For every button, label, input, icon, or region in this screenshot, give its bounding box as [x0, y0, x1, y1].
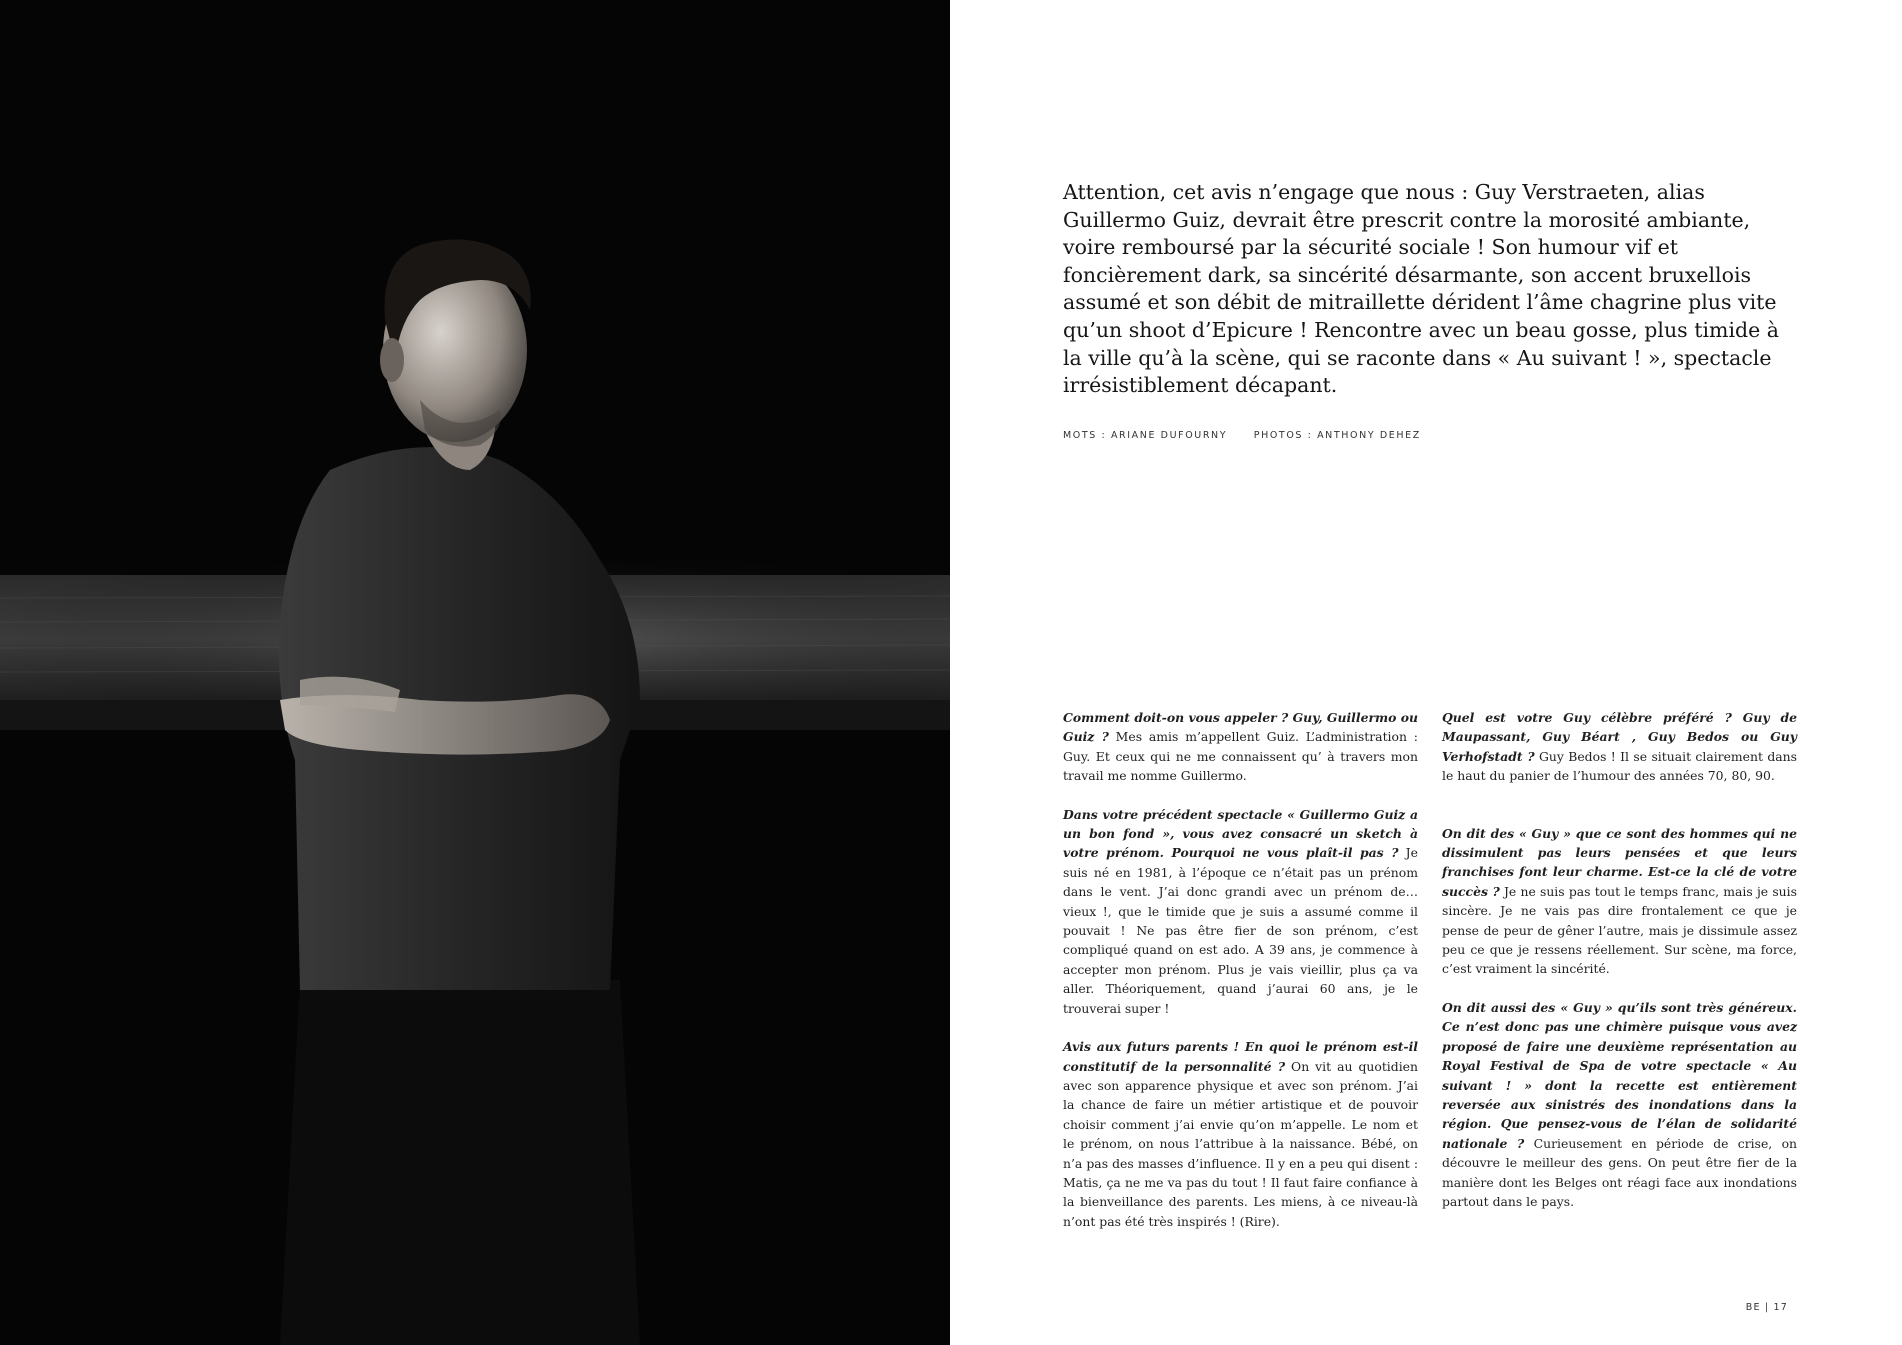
- qa-block: [1442, 998, 1797, 1211]
- answer: Je ne suis pas tout le temps franc, mais je suis sincère. Je ne vais pas dire frontalement ce que je pense de peur de gêner l’autre, mais je dissimule assez peu ce que je ressens réellement. Sur scène, ma force, c’est vraiment la sincérité.: [1442, 883, 1797, 977]
- question: On dit aussi des « Guy » qu’ils sont très généreux. Ce n’est donc pas une chimère puisque vous avez proposé de faire une deuxième représentation au Royal Festival de Spa de votre spectacle « Au suivant ! » dont la recette est entièrement reversée aux sinistrés des inondations dans la région. Que pensez-vous de l’élan de solidarité nationale ?: [1442, 999, 1797, 1151]
- answer: Curieusement en période de crise, on découvre le meilleur des gens. On peut être fier de la manière dont les Belges ont réagi face aux inondations partout dans le pays.: [1442, 1135, 1798, 1209]
- answer: Guy Bedos ! Il se situait clairement dans le haut du panier de l’humour des années 70, 80, 90.: [1442, 748, 1798, 784]
- interview-column-right: [1442, 708, 1797, 1211]
- qa-block: [1063, 1037, 1418, 1231]
- portrait-illustration: [0, 0, 950, 1345]
- interview-column-left: [1063, 708, 1418, 1231]
- answer: Mes amis m’appellent Guiz. L’administration : Guy. Et ceux qui ne me connaissent qu’ à travers mon travail me nomme Guillermo.: [1063, 729, 1418, 784]
- article-intro: Attention, cet avis n’engage que nous : Guy Verstraeten, alias Guillermo Guiz, devrait être prescrit contre la morosité ambiante, voire remboursé par la sécurité sociale ! Son humour vif et foncièrement dark, sa sincérité désarmante, son accent bruxellois assumé et son débit de mitraillette dérident l’âme chagrine plus vite qu’un shoot d’Epicure ! Rencontre avec un beau gosse, plus timide à la ville qu’à la scène, qui se raconte dans « Au suivant ! », spectacle irrésistiblement décapant.: [1063, 180, 1779, 398]
- qa-block: [1442, 824, 1797, 979]
- portrait-photo: [0, 0, 950, 1345]
- article-page: [950, 0, 1902, 1345]
- qa-block: [1063, 805, 1418, 1018]
- question: Dans votre précédent spectacle « Guillermo Guiz a un bon fond », vous avez consacré un sketch à votre prénom. Pourquoi ne vous plaît-il pas ?: [1063, 806, 1418, 861]
- qa-block: [1063, 708, 1418, 786]
- page-number: BE | 17: [1745, 1302, 1788, 1313]
- article-credits: [1063, 430, 1443, 441]
- answer: Je suis né en 1981, à l’époque ce n’était pas un prénom dans le vent. J’ai donc grandi avec un prénom de… vieux !, que le timide que je suis a assumé comme il pouvait ! Ne pas être fier de son prénom, c’est compliqué quand on est ado. A 39 ans, je commence à accepter mon prénom. Plus je vais vieillir, plus ça va aller. Théoriquement, quand j’aurai 60 ans, je le trouverai super !: [1063, 845, 1418, 1016]
- question: Quel est votre Guy célèbre préféré ? Guy de Maupassant, Guy Béart , Guy Bedos ou Guy Verhofstadt ?: [1442, 710, 1797, 764]
- credit-words: MOTS : ARIANE DUFOURNY: [1063, 430, 1228, 441]
- credit-photos: PHOTOS : ANTHONY DEHEZ: [1253, 430, 1421, 441]
- question: Comment doit-on vous appeler ? Guy, Guillermo ou Guiz ?: [1063, 710, 1418, 745]
- qa-block: [1442, 708, 1797, 786]
- question: On dit des « Guy » que ce sont des hommes qui ne dissimulent pas leurs pensées et que leurs franchises font leur charme. Est-ce la clé de votre succès ?: [1442, 825, 1797, 899]
- question: Avis aux futurs parents ! En quoi le prénom est-il constitutif de la personnalité ?: [1063, 1039, 1418, 1074]
- answer: On vit au quotidien avec son apparence physique et avec son prénom. J’ai la chance de faire un métier artistique et de pouvoir choisir comment j’ai envie qu’on m’appelle. Le nom et le prénom, on nous l’attribue à la naissance. Bébé, on n’a pas des masses d’influence. Il y en a peu qui disent : Matis, ça ne me va pas du tout ! Il faut faire confiance à la bienveillance des parents. Les miens, à ce niveau-là n’ont pas été très inspirés ! (Rire).: [1063, 1058, 1418, 1229]
